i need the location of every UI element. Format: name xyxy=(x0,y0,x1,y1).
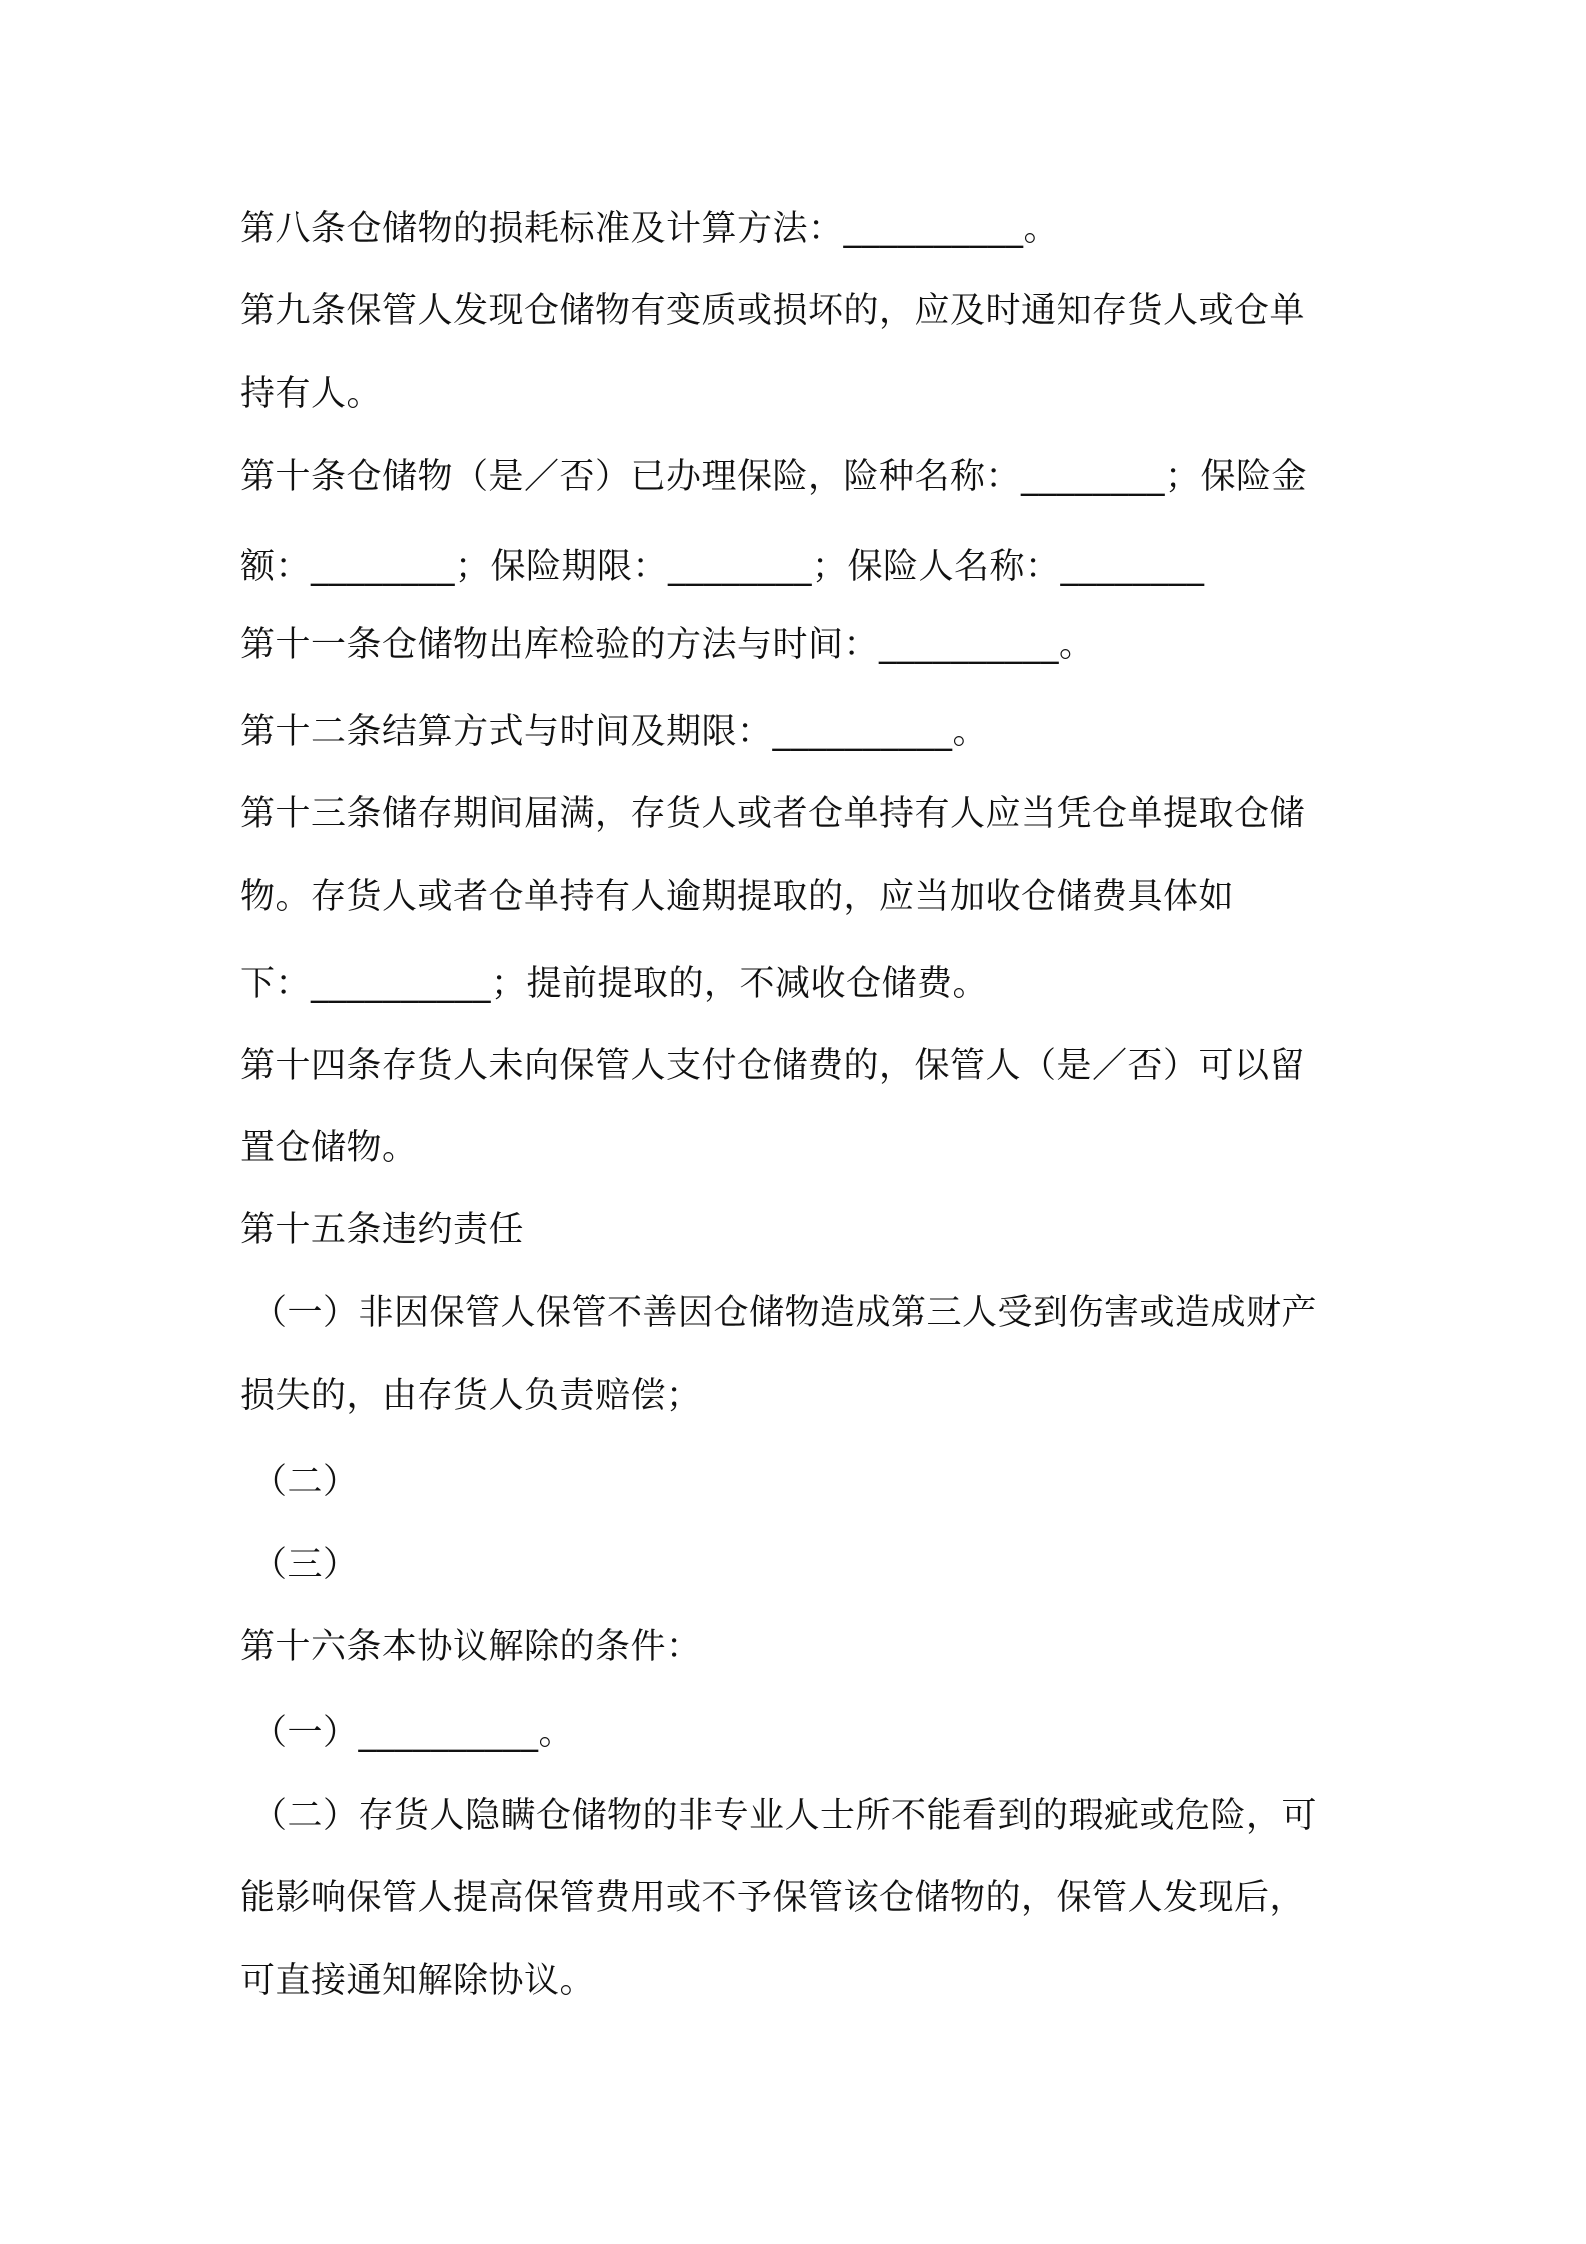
article-16-item-2-line-3: 可直接通知解除协议。 xyxy=(240,1961,596,2001)
article-13-line-3: 下：__________；提前提取的，不减收仓储费。 xyxy=(240,964,989,1004)
article-9-line-1: 第九条保管人发现仓储物有变质或损坏的，应及时通知存货人或仓单 xyxy=(240,291,1306,331)
article-11-line: 第十一条仓储物出库检验的方法与时间：__________。 xyxy=(240,625,1095,665)
article-13-line-2: 物。存货人或者仓单持有人逾期提取的，应当加收仓储费具体如 xyxy=(240,877,1235,917)
article-16-item-2-line-1: （二）存货人隐瞒仓储物的非专业人士所不能看到的瑕疵或危险，可 xyxy=(252,1796,1318,1836)
article-16-item-2-line-2: 能影响保管人提高保管费用或不予保管该仓储物的，保管人发现后， xyxy=(240,1878,1306,1918)
article-8-line: 第八条仓储物的损耗标准及计算方法：__________。 xyxy=(240,209,1060,249)
article-15-item-1-line-1: （一）非因保管人保管不善因仓储物造成第三人受到伤害或造成财产 xyxy=(252,1293,1318,1333)
article-15-item-2: （二） xyxy=(252,1462,359,1502)
article-14-line-2: 置仓储物。 xyxy=(240,1128,418,1168)
article-13-line-1: 第十三条储存期间届满，存货人或者仓单持有人应当凭仓单提取仓储 xyxy=(240,794,1306,834)
article-14-line-1: 第十四条存货人未向保管人支付仓储费的，保管人（是／否）可以留 xyxy=(240,1046,1306,1086)
article-16-item-1: （一）__________。 xyxy=(252,1713,575,1753)
article-15-heading: 第十五条违约责任 xyxy=(240,1210,525,1250)
article-9-line-2: 持有人。 xyxy=(240,374,383,414)
article-15-item-1-line-2: 损失的，由存货人负责赔偿； xyxy=(240,1376,702,1416)
article-10-line-1: 第十条仓储物（是／否）已办理保险，险种名称：________；保险金 xyxy=(240,457,1308,497)
article-15-item-3: （三） xyxy=(252,1545,359,1585)
article-16-heading: 第十六条本协议解除的条件： xyxy=(240,1627,702,1667)
article-12-line: 第十二条结算方式与时间及期限：__________。 xyxy=(240,712,989,752)
article-10-line-2: 额：________；保险期限：________；保险人名称：________ xyxy=(240,547,1205,587)
